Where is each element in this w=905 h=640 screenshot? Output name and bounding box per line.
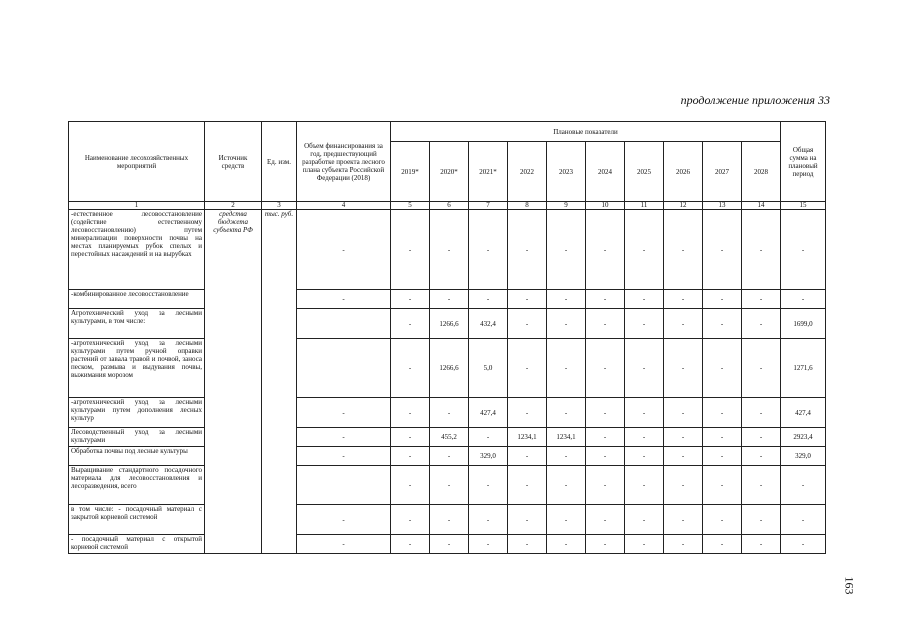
row-value: - <box>625 428 664 447</box>
row-value: - <box>469 290 508 309</box>
row-value: 329,0 <box>469 447 508 466</box>
row-value: - <box>586 210 625 290</box>
row-name: -естественное лесовосстановление (содействие естественному лесовосстановлению) путем минерализации поверхности почвы на местах планируемых рубок спелых и перестойных насаждений и на вырубках <box>69 210 205 290</box>
row-value: - <box>742 535 781 554</box>
row-name: -агротехнический уход за лесными культурами путем дополнения лесных культур <box>69 398 205 428</box>
row-value: - <box>586 447 625 466</box>
row-total: 2923,4 <box>781 428 826 447</box>
row-total: - <box>781 466 826 505</box>
column-number: 15 <box>781 202 826 210</box>
row-value: - <box>625 339 664 398</box>
row-value: - <box>742 447 781 466</box>
row-value: - <box>547 339 586 398</box>
row-value: - <box>703 428 742 447</box>
row-total: 1699,0 <box>781 309 826 339</box>
row-value: - <box>586 466 625 505</box>
row-value: - <box>391 210 430 290</box>
row-value: - <box>391 505 430 535</box>
row-value: - <box>703 398 742 428</box>
row-value: - <box>742 210 781 290</box>
header-year: 2024 <box>586 142 625 202</box>
row-value: - <box>742 466 781 505</box>
row-value: 1266,6 <box>430 339 469 398</box>
row-value: - <box>508 339 547 398</box>
column-number: 3 <box>262 202 297 210</box>
row-value: - <box>664 309 703 339</box>
row-value: - <box>391 290 430 309</box>
table-row <box>69 398 826 428</box>
row-value: - <box>742 339 781 398</box>
row-total: - <box>781 505 826 535</box>
column-number: 12 <box>664 202 703 210</box>
row-value: - <box>469 210 508 290</box>
table-row <box>69 309 826 339</box>
column-number: 11 <box>625 202 664 210</box>
row-value: - <box>586 290 625 309</box>
row-value <box>297 309 391 339</box>
row-value: - <box>742 505 781 535</box>
row-value: - <box>391 466 430 505</box>
row-value: - <box>430 398 469 428</box>
table-row <box>69 290 826 309</box>
row-name: Обработка почвы под лесные культуры <box>69 447 205 466</box>
table-row <box>69 428 826 447</box>
row-value: - <box>586 309 625 339</box>
row-value: - <box>391 447 430 466</box>
header-total: Общая сумма на плановый период <box>781 122 826 202</box>
header-year: 2019* <box>391 142 430 202</box>
header-funding: Объем финансирования за год, предшествующий разработке проекта лесного плана субъекта Российской Федерации (2018) <box>297 122 391 202</box>
row-value: - <box>391 535 430 554</box>
row-value: - <box>547 447 586 466</box>
column-number: 14 <box>742 202 781 210</box>
column-number: 4 <box>297 202 391 210</box>
column-number: 9 <box>547 202 586 210</box>
column-number: 7 <box>469 202 508 210</box>
row-value: 1266,6 <box>430 309 469 339</box>
table-row <box>69 339 826 398</box>
row-total: 1271,6 <box>781 339 826 398</box>
row-value: - <box>391 339 430 398</box>
row-value: 1234,1 <box>547 428 586 447</box>
row-value: - <box>703 290 742 309</box>
row-name: Агротехнический уход за лесными культурами, в том числе: <box>69 309 205 339</box>
header-year: 2021* <box>469 142 508 202</box>
row-value: - <box>297 535 391 554</box>
row-total: - <box>781 535 826 554</box>
plan-table <box>68 121 826 554</box>
row-value: - <box>391 428 430 447</box>
row-value: - <box>547 398 586 428</box>
column-number: 10 <box>586 202 625 210</box>
row-value: - <box>664 428 703 447</box>
row-value: - <box>664 290 703 309</box>
row-value: - <box>586 505 625 535</box>
table-row <box>69 466 826 505</box>
row-value: 427,4 <box>469 398 508 428</box>
row-value: 5,0 <box>469 339 508 398</box>
row-value: - <box>430 447 469 466</box>
row-value: - <box>297 447 391 466</box>
row-value: - <box>297 398 391 428</box>
row-name: - посадочный материал с открытой корневой системой <box>69 535 205 554</box>
row-name: -агротехнический уход за лесными культурами путем ручной оправки растений от завала травой и почвой, заноса песком, размыва и выдувания почвы, выжимания морозом <box>69 339 205 398</box>
row-name: Лесоводственный уход за лесными культурами <box>69 428 205 447</box>
row-value: - <box>508 535 547 554</box>
row-total: - <box>781 210 826 290</box>
row-total: 329,0 <box>781 447 826 466</box>
row-value: - <box>625 505 664 535</box>
row-value: - <box>297 210 391 290</box>
row-value: - <box>703 210 742 290</box>
row-value: - <box>625 290 664 309</box>
row-total: - <box>781 290 826 309</box>
row-value: - <box>508 447 547 466</box>
row-value: - <box>586 535 625 554</box>
row-value: 432,4 <box>469 309 508 339</box>
row-value: - <box>547 466 586 505</box>
row-value: - <box>469 535 508 554</box>
row-value: - <box>430 290 469 309</box>
row-value: - <box>664 535 703 554</box>
table-row <box>69 210 826 290</box>
row-name: в том числе: - посадочный материал с закрытой корневой системой <box>69 505 205 535</box>
row-value: - <box>625 535 664 554</box>
header-year: 2023 <box>547 142 586 202</box>
row-value: - <box>430 466 469 505</box>
row-value: - <box>508 466 547 505</box>
row-value: - <box>625 447 664 466</box>
row-total: 427,4 <box>781 398 826 428</box>
column-number: 5 <box>391 202 430 210</box>
row-value: - <box>391 309 430 339</box>
header-planned: Плановые показатели <box>391 122 781 142</box>
unit-cell: тыс. руб. <box>262 210 297 554</box>
column-number: 8 <box>508 202 547 210</box>
row-value: - <box>703 447 742 466</box>
row-value: - <box>586 339 625 398</box>
row-value: - <box>508 210 547 290</box>
row-value: - <box>664 505 703 535</box>
row-value: - <box>508 505 547 535</box>
header-source: Источник средств <box>205 122 262 202</box>
row-value: - <box>297 505 391 535</box>
row-value: - <box>703 339 742 398</box>
row-value: - <box>508 309 547 339</box>
row-value: - <box>547 505 586 535</box>
row-value: - <box>586 398 625 428</box>
row-value: - <box>625 309 664 339</box>
row-value <box>297 339 391 398</box>
row-name: Выращивание стандартного посадочного материала для лесовосстановления и лесоразведения, всего <box>69 466 205 505</box>
row-value: - <box>703 466 742 505</box>
row-value: - <box>664 339 703 398</box>
row-value: - <box>742 428 781 447</box>
row-value: - <box>430 535 469 554</box>
header-year: 2020* <box>430 142 469 202</box>
row-value: - <box>586 428 625 447</box>
page-number: 163 <box>842 576 857 595</box>
header-year: 2022 <box>508 142 547 202</box>
row-value: - <box>625 398 664 428</box>
row-value: - <box>430 210 469 290</box>
column-number: 13 <box>703 202 742 210</box>
row-value: - <box>547 290 586 309</box>
header-year: 2026 <box>664 142 703 202</box>
row-value: - <box>430 505 469 535</box>
row-value: - <box>664 447 703 466</box>
source-cell: средства бюджета субъекта РФ <box>205 210 262 554</box>
row-value: 1234,1 <box>508 428 547 447</box>
row-value: - <box>469 428 508 447</box>
row-value: - <box>297 428 391 447</box>
row-value: - <box>508 290 547 309</box>
table-row <box>69 505 826 535</box>
row-value: - <box>703 505 742 535</box>
row-value: - <box>742 398 781 428</box>
row-name: -комбинированное лесовосстановление <box>69 290 205 309</box>
column-number: 2 <box>205 202 262 210</box>
header-year: 2028 <box>742 142 781 202</box>
row-value: - <box>625 210 664 290</box>
row-value: - <box>547 210 586 290</box>
row-value <box>297 466 391 505</box>
row-value: - <box>547 535 586 554</box>
row-value: - <box>664 398 703 428</box>
header-year: 2027 <box>703 142 742 202</box>
row-value: - <box>742 309 781 339</box>
row-value: - <box>469 466 508 505</box>
row-value: 455,2 <box>430 428 469 447</box>
row-value: - <box>742 290 781 309</box>
header-year: 2025 <box>625 142 664 202</box>
row-value: - <box>391 398 430 428</box>
column-number: 6 <box>430 202 469 210</box>
header-name: Наименование лесохозяйственных мероприятий <box>69 122 205 202</box>
row-value: - <box>664 210 703 290</box>
row-value: - <box>469 505 508 535</box>
page-caption: продолжение приложения 33 <box>680 93 830 107</box>
table-row <box>69 535 826 554</box>
row-value: - <box>703 309 742 339</box>
header-unit: Ед. изм. <box>262 122 297 202</box>
row-value: - <box>508 398 547 428</box>
row-value: - <box>703 535 742 554</box>
row-value: - <box>664 466 703 505</box>
row-value: - <box>625 466 664 505</box>
row-value: - <box>297 290 391 309</box>
column-number: 1 <box>69 202 205 210</box>
table-row <box>69 447 826 466</box>
row-value: - <box>547 309 586 339</box>
